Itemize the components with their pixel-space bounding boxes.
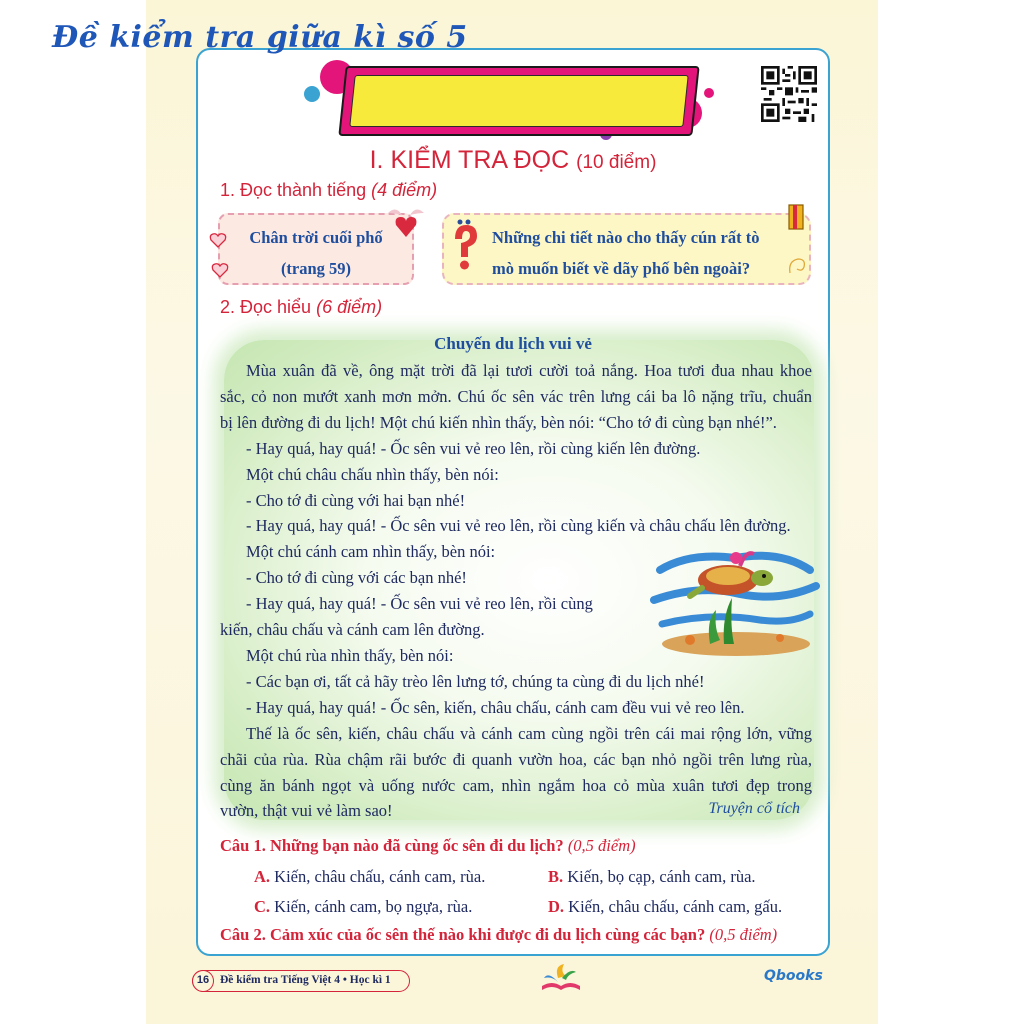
page-number: 16 [192,970,214,992]
reading-assignment-text [220,222,412,284]
question-line: mò muốn biết về dãy phố bên ngoài? [492,259,751,278]
option-letter: C. [254,897,271,916]
question-text: Câu 2. Cảm xúc của ốc sên thế nào khi được đi du lịch cùng các bạn? [220,925,706,944]
story-line: vườn, thật vui vẻ làm sao! [220,801,393,821]
option-text: Kiến, châu chấu, cánh cam, rùa. [274,867,486,886]
subsection-reading-aloud [220,180,437,201]
story-line: - Cho tớ đi cùng với các bạn nhé! [246,568,467,588]
story-line: sắc, cỏ non mướt xanh mơn mởn. Chú ốc sên vác trên lưng cái ba lô nặng trĩu, chuẩn [220,386,812,406]
option-text: Kiến, bọ cạp, cánh cam, rùa. [567,867,756,886]
subsection-label: 2. Đọc hiểu [220,297,312,317]
paint-dot-icon [704,88,714,98]
footer-title: Đề kiểm tra Tiếng Việt 4 • Học kì 1 [220,974,391,986]
qr-code-icon [761,66,817,122]
option-text: Kiến, châu chấu, cánh cam, gấu. [568,897,783,916]
story-title: Chuyến du lịch vui vẻ [434,334,592,353]
title-banner [300,58,730,148]
story-line: - Các bạn ơi, tất cả hãy trèo lên lưng tớ, chúng ta cùng đi du lịch nhé! [246,671,705,691]
answer-option-b[interactable] [548,867,756,887]
question-1 [220,836,636,856]
reading-page: (trang 59) [280,259,352,278]
story-line: bị lên đường đi du lịch! Một chú kiến nhìn thấy, bèn nói: “Cho tớ đi cùng bạn nhé!”. [220,412,777,432]
story-line: Mùa xuân đã về, ông mặt trời đã lại tươi cười toả nắng. Hoa tươi đua nhau khoe [246,361,812,380]
question-text: Câu 1. Những bạn nào đã cùng ốc sên đi du lịch? [220,836,564,855]
subsection-label: 1. Đọc thành tiếng [220,180,367,200]
story-line: cùng ăn bánh ngọt và uống nước cam, nhìn ngắm hoa cỏ mùa xuân tươi đẹp trong [220,775,812,795]
question-box-text [492,222,802,284]
heading-points: (10 điểm) [576,152,657,173]
page-title: Đề kiểm tra giữa kì số 5 [52,20,468,55]
open-book-logo-icon [536,962,586,996]
answer-option-a[interactable] [254,867,485,887]
section-heading [196,146,830,175]
story-line: kiến, châu chấu và cánh cam lên đường. [220,620,485,640]
story-line: - Hay quá, hay quá! - Ốc sên, kiến, châu chấu, cánh cam đều vui vẻ reo lên. [246,697,745,717]
story-line: Một chú cánh cam nhìn thấy, bèn nói: [246,542,496,562]
answer-option-c[interactable] [254,897,472,917]
brand-logo: Qbooks [764,968,823,984]
option-text: Kiến, cánh cam, bọ ngựa, rùa. [274,897,473,916]
question-line: Những chi tiết nào cho thấy cún rất tò [492,228,760,247]
question-points: (0,5 điểm) [709,925,778,944]
answer-option-d[interactable] [548,897,782,917]
subsection-reading-comprehension [220,297,382,318]
story-line: - Hay quá, hay quá! - Ốc sên vui vẻ reo lên, rồi cùng [246,594,593,614]
story-line: Một chú châu chấu nhìn thấy, bèn nói: [246,464,499,484]
story-line: Thế là ốc sên, kiến, châu chấu và cánh cam cùng ngồi trên cái mai rộng lớn, vững [246,723,812,743]
story-line: - Hay quá, hay quá! - Ốc sên vui vẻ reo lên, rồi cùng kiến và châu chấu lên đường. [246,516,791,536]
heading-main: I. KIỂM TRA ĐỌC [369,146,570,174]
reading-title: Chân trời cuối phố [249,228,383,247]
question-points: (0,5 điểm) [567,836,636,855]
question-mark-icon [448,219,482,279]
option-letter: A. [254,867,271,886]
story-line: Một chú rùa nhìn thấy, bèn nói: [246,645,454,665]
paint-dot-icon [304,86,320,102]
subsection-points: (4 điểm) [371,180,438,200]
option-letter: D. [548,897,565,916]
banner-shape [338,66,699,136]
story-line: - Cho tớ đi cùng với hai bạn nhé! [246,490,466,510]
turtle-illustration-icon [650,540,820,656]
question-2 [220,925,777,945]
subsection-points: (6 điểm) [316,297,383,317]
option-letter: B. [548,867,564,886]
story-line: chãi của rùa. Rùa chậm rãi bước đi quanh vườn hoa, các bạn nhỏ ngồi trên lưng rùa, [220,749,812,769]
story-line: - Hay quá, hay quá! - Ốc sên vui vẻ reo lên, rồi cùng kiến lên đường. [246,438,701,458]
story-source: Truyện cổ tích [708,800,800,817]
